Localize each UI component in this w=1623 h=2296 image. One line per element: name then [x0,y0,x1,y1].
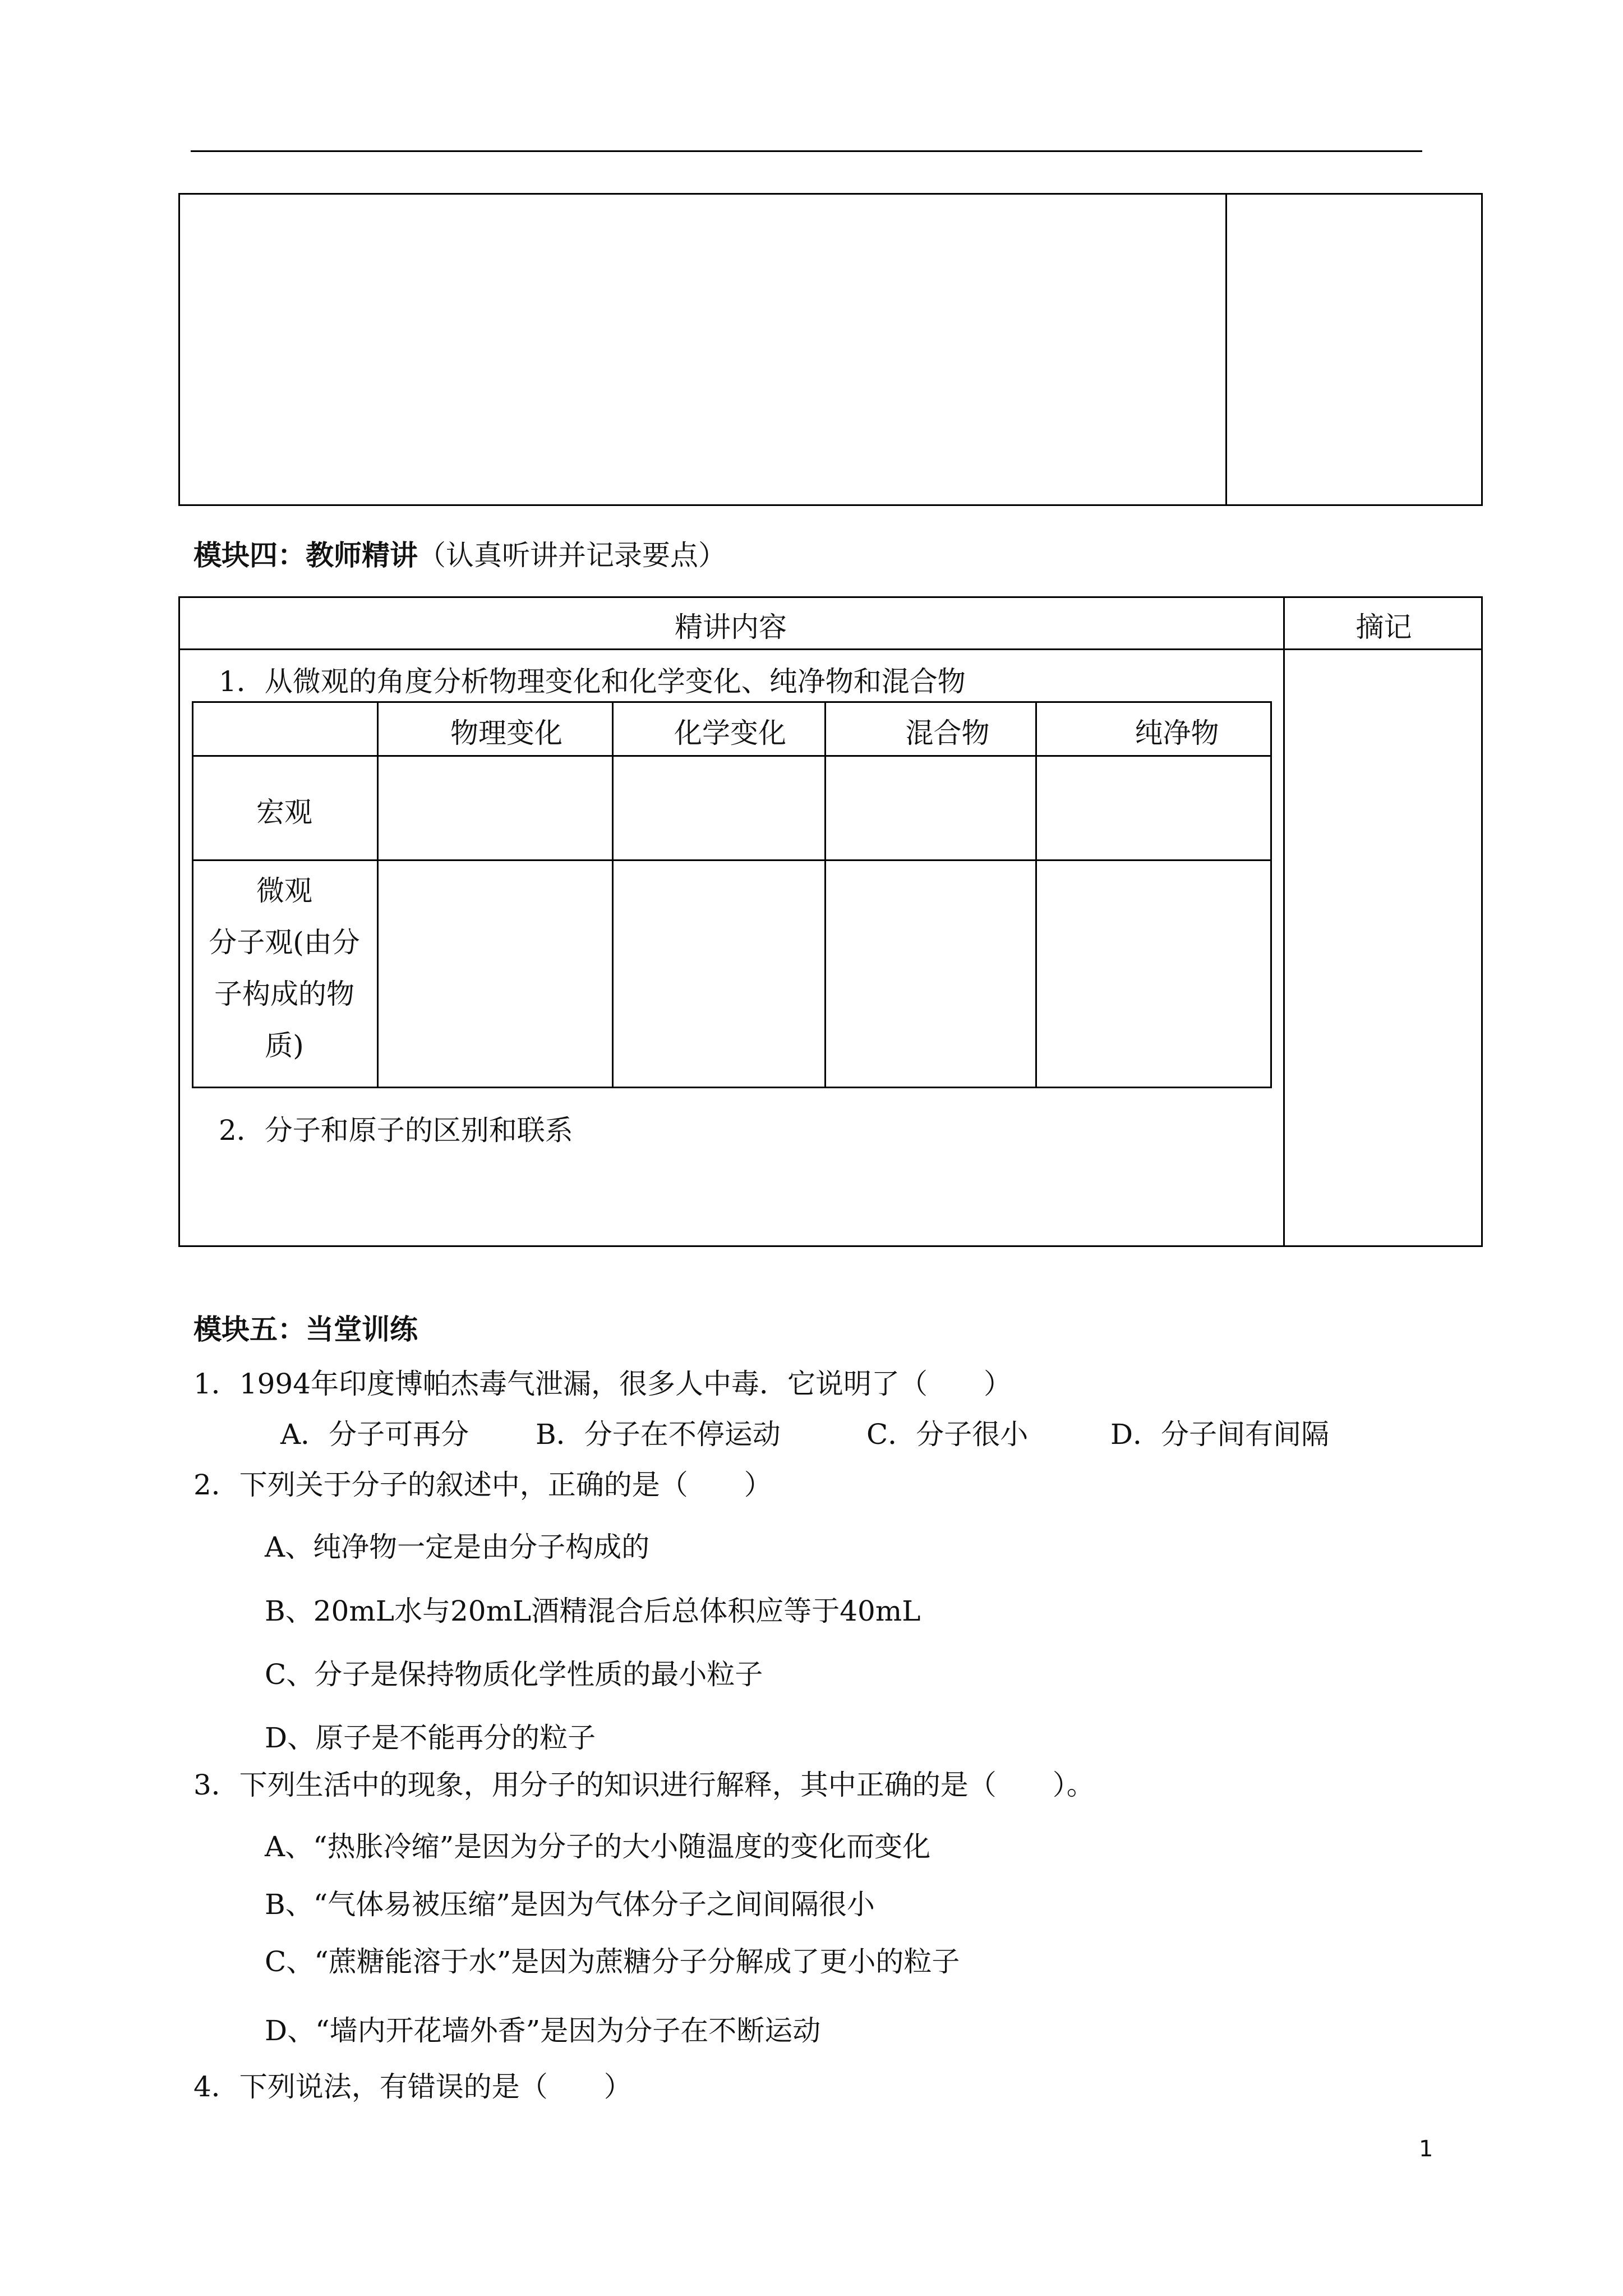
q2-option-b: B、20mL水与20mL酒精混合后总体积应等于40mL [265,1595,921,1627]
q2-option-d: D、原子是不能再分的粒子 [265,1722,596,1754]
q3-option-b: B、“气体易被压缩”是因为气体分子之间间隔很小 [265,1888,875,1921]
row-micro-line-3: 子构成的物 [214,978,354,1010]
row-micro-line-2: 分子观(由分 [209,926,360,959]
q3-option-c: C、“蔗糖能溶于水”是因为蔗糖分子分解成了更小的粒子 [265,1945,960,1978]
module4-col-notes: 摘记 [1355,611,1412,643]
q2-option-a: A、纯净物一定是由分子构成的 [265,1531,650,1563]
top-empty-table [178,193,1483,506]
inner-col-line-2 [612,701,614,1088]
q1-option-d: D．分子间有间隔 [1110,1418,1330,1451]
header-physical-change: 物理变化 [450,717,562,749]
header-mixture: 混合物 [905,717,990,749]
inner-col-line-1 [377,701,379,1088]
row-macro-label: 宏观 [256,796,312,829]
q1-stem: 1．1994年印度博帕杰毒气泄漏，很多人中毒．它说明了（ ） [193,1368,1012,1400]
module4-item1: 1．从微观的角度分析物理变化和化学变化、纯净物和混合物 [219,665,966,698]
module5-title: 模块五：当堂训练 [193,1313,418,1346]
inner-col-line-4 [1035,701,1037,1088]
row-micro-line-1: 微观 [256,875,312,907]
q1-option-b: B．分子在不停运动 [536,1418,781,1451]
q3-option-d: D、“墙内开花墙外香”是因为分子在不断运动 [265,2014,821,2047]
q3-option-a: A、“热胀冷缩”是因为分子的大小随温度的变化而变化 [265,1830,931,1863]
module4-title [193,539,726,572]
q2-stem: 2．下列关于分子的叙述中，正确的是（ ） [193,1469,772,1501]
q1-option-a: A．分子可再分 [280,1418,469,1451]
module4-title-bold: 模块四：教师精讲 [193,539,418,572]
module4-title-rest: （认真听讲并记录要点） [418,539,726,572]
page-number: 1 [1419,2136,1433,2162]
row-micro-line-4: 质) [265,1029,304,1062]
q3-stem: 3．下列生活中的现象，用分子的知识进行解释，其中正确的是（ ）。 [193,1769,1095,1801]
top-table-divider [1225,193,1227,506]
header-chemical-change: 化学变化 [674,717,786,749]
module4-notes-divider [1283,596,1285,1247]
module4-header-divider [178,648,1483,650]
inner-col-line-3 [824,701,826,1088]
q1-option-c: C．分子很小 [866,1418,1029,1451]
inner-row-line-2 [192,859,1272,861]
header-pure-substance: 纯净物 [1135,717,1219,749]
module4-col-content: 精讲内容 [675,611,787,643]
q4-stem: 4．下列说法，有错误的是（ ） [193,2070,632,2103]
module4-item2: 2．分子和原子的区别和联系 [219,1114,573,1147]
header-rule [191,150,1422,152]
q2-option-c: C、分子是保持物质化学性质的最小粒子 [265,1658,763,1691]
inner-row-line-1 [192,755,1272,757]
